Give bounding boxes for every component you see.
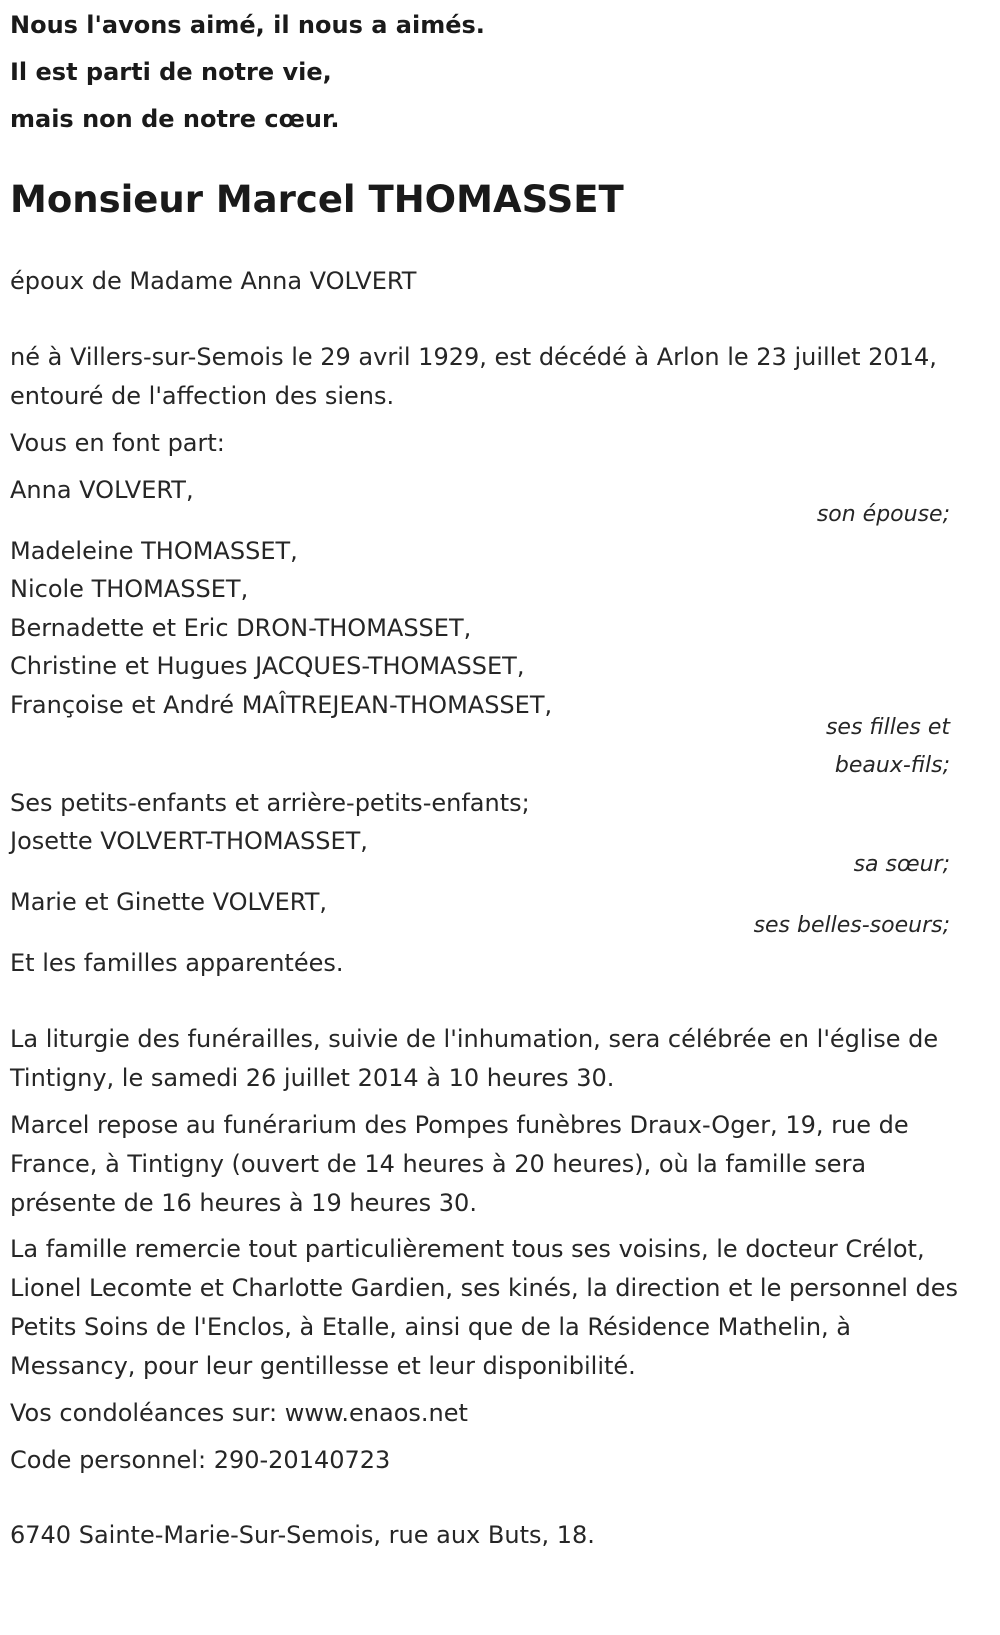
family-spouse-relation: son épouse; — [816, 502, 950, 527]
daughter-3: Bernadette et Eric DRON-THOMASSET, — [10, 614, 472, 642]
grandchildren-line: Ses petits-enfants et arrière-petits-enfants; — [10, 789, 530, 817]
quote-line-1: Nous l'avons aimé, il nous a aimés. — [10, 11, 485, 39]
quote-line-2: Il est parti de notre vie, — [10, 58, 332, 86]
daughter-1: Madeleine THOMASSET, — [10, 537, 298, 565]
daughter-5: Françoise et André MAÎTREJEAN-THOMASSET, — [10, 691, 553, 719]
daughters-relation-line-1: ses filles et — [825, 715, 950, 740]
quote-line-3: mais non de notre cœur. — [10, 105, 340, 133]
daughter-2: Nicole THOMASSET, — [10, 575, 249, 603]
family-spouse-name: Anna VOLVERT, — [10, 476, 194, 504]
family-sister-relation: sa sœur; — [853, 852, 950, 877]
family-sister-name: Josette VOLVERT-THOMASSET, — [10, 827, 368, 855]
thanks-paragraph: La famille remercie tout particulièrement tous ses voisins, le docteur Crélot, Lionel Lecomte et Charlotte Gardien, ses kinés, la direction et le personnel des Petits Soins de l'Enclos, à Etalle, ainsi que de la Résidence Mathelin, à Messancy, pour leur gentillesse et leur disponibilité. — [10, 1235, 958, 1380]
address-line: 6740 Sainte-Marie-Sur-Semois, rue aux Buts, 18. — [10, 1521, 595, 1549]
birth-death-paragraph: né à Villers-sur-Semois le 29 avril 1929, est décédé à Arlon le 23 juillet 2014, entouré de l'affection des siens. — [10, 343, 937, 410]
condolences-line: Vos condoléances sur: www.enaos.net — [10, 1399, 468, 1427]
daughters-relation-line-2: beaux-fils; — [834, 753, 950, 778]
repose-paragraph: Marcel repose au funérarium des Pompes funèbres Draux-Oger, 19, rue de France, à Tintigny (ouvert de 14 heures à 20 heures), où la famille sera présente de 16 heures à 19 heures 30. — [10, 1111, 909, 1217]
spouse-line: époux de Madame Anna VOLVERT — [10, 267, 417, 295]
personal-code-line: Code personnel: 290-20140723 — [10, 1446, 391, 1474]
deceased-name: Monsieur Marcel THOMASSET — [10, 178, 624, 221]
family-sisters-in-law-name: Marie et Ginette VOLVERT, — [10, 888, 328, 916]
daughter-4: Christine et Hugues JACQUES-THOMASSET, — [10, 652, 525, 680]
family-sisters-in-law-relation: ses belles-soeurs; — [753, 913, 950, 938]
relatives-line: Et les familles apparentées. — [10, 949, 344, 977]
liturgy-paragraph: La liturgie des funérailles, suivie de l'inhumation, sera célébrée en l'église de Tintigny, le samedi 26 juillet 2014 à 10 heures 30. — [10, 1025, 939, 1092]
announcement-intro: Vous en font part: — [10, 429, 225, 457]
